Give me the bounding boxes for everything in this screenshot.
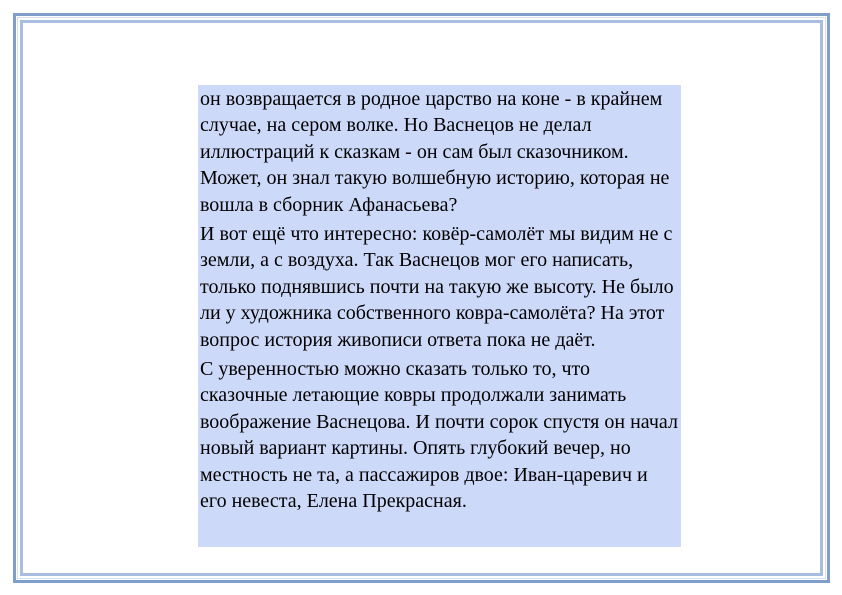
paragraph-3: С уверенностью можно сказать только то, что сказочные летающие ковры продолжали занимать воображение Васнецова. И почти сорок спустя он начал новый вариант картины. Опять глубокий вечер, но местность не та, а пассажиров двое: Иван-царевич и его невеста, Елена Прекрасная. <box>200 358 678 513</box>
text-box <box>198 85 681 547</box>
paragraph-1: он возвращается в родное царство на коне - в крайнем случае, на сером волке. Но Васнецов не делал иллюстраций к сказкам - он сам был сказочником. Может, он знал такую волшебную историю, которая не вошла в сборник Афанасьева? <box>200 88 670 216</box>
paragraph-2: И вот ещё что интересно: ковёр-самолёт мы видим не с земли, а с воздуха. Так Васнецов мог его написать, только поднявшись почти на такую же высоту. Не было ли у художника собственного ковра-самолёта? На этот вопрос история живописи ответа пока не даёт. <box>200 223 674 351</box>
